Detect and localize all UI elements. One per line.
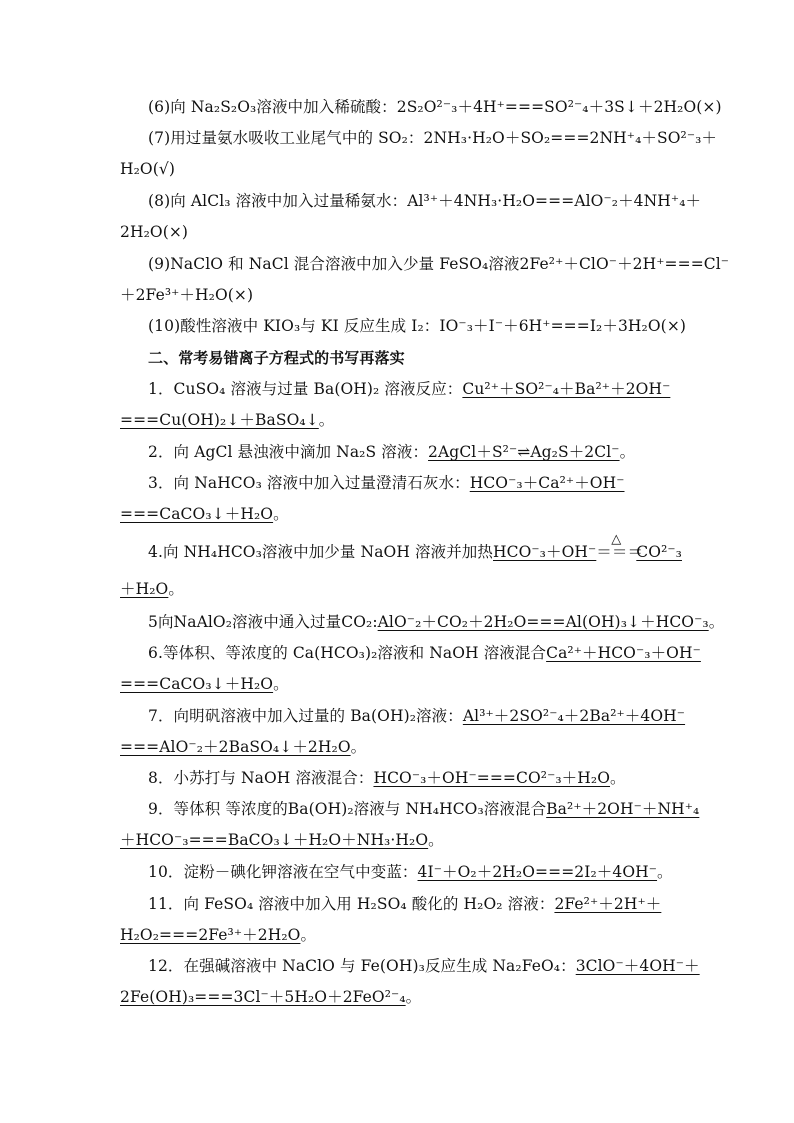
equation-9-answer-part-1: Ba²⁺＋2OH⁻＋NH⁺₄ <box>546 800 700 818</box>
equation-6-line-2 <box>120 673 680 695</box>
equation-9-question: 9．等体积 等浓度的Ba(OH)₂溶液与 NH₄HCO₃溶液混合 <box>148 800 547 818</box>
equation-12-question: 12．在强碱溶液中 NaClO 与 Fe(OH)₃反应生成 Na₂FeO₄： <box>148 957 576 975</box>
section-heading: 二、常考易错离子方程式的书写再落实 <box>148 349 405 367</box>
equation-9-end: 。 <box>428 831 444 849</box>
equation-11-end: 。 <box>300 926 317 944</box>
equation-3-end: 。 <box>273 505 289 523</box>
equation-3-line-1 <box>148 472 680 494</box>
equation-1-line-2 <box>120 409 680 431</box>
equation-3-question: 3．向 NaHCO₃ 溶液中加入过量澄清石灰水： <box>148 474 470 492</box>
equation-8 <box>148 767 680 789</box>
equation-9-line-1 <box>148 798 700 820</box>
equation-4-answer-part-1: HCO⁻₃＋OH⁻ <box>493 543 597 561</box>
equation-11-question: 11．向 FeSO₄ 溶液中加入用 H₂SO₄ 酸化的 H₂O₂ 溶液： <box>148 895 555 913</box>
equation-6-answer-part-2: ===CaCO₃↓＋H₂O <box>120 675 274 693</box>
equation-4-question: 4.向 NH₄HCO₃溶液中加少量 NaOH 溶液并加热 <box>148 543 493 561</box>
equation-3-answer-part-2: ===CaCO₃↓＋H₂O <box>120 505 274 523</box>
equation-11-answer-part-1: 2Fe²⁺＋2H⁺＋ <box>554 895 662 913</box>
equation-1-end: 。 <box>318 411 335 429</box>
equation-4-answer-part-3: ＋H₂O <box>120 580 169 598</box>
equation-1-line-1 <box>148 378 680 400</box>
equation-7-line-2 <box>120 736 680 758</box>
equation-9-answer-part-2: ＋HCO⁻₃===BaCO₃↓＋H₂O＋NH₃·H₂O <box>120 831 429 849</box>
equation-5 <box>148 611 725 633</box>
equation-1-answer-part-2: ===Cu(OH)₂↓＋BaSO₄↓ <box>120 411 319 429</box>
equation-12-line-1 <box>148 955 700 977</box>
equation-10-question: 10．淀粉－碘化钾溶液在空气中变蓝： <box>148 863 418 881</box>
item-8-line-1: (8)向 AlCl₃ 溶液中加入过量稀氨水：Al³⁺＋4NH₃·H₂O===AlO⁻₂＋4NH⁺₄＋ <box>148 192 702 210</box>
equation-4-end: 。 <box>168 580 184 598</box>
equation-10-answer: 4I⁻＋O₂＋2H₂O===2I₂＋4OH⁻ <box>417 863 658 881</box>
equation-12-answer-part-2: 2Fe(OH)₃===3Cl⁻＋5H₂O＋2FeO²⁻₄ <box>120 988 406 1006</box>
equation-10 <box>148 861 680 883</box>
equation-5-end: 。 <box>708 613 725 631</box>
equation-4-answer-part-2: CO²⁻₃ <box>636 543 682 561</box>
equation-7-end: 。 <box>350 738 367 756</box>
equation-8-answer: HCO⁻₃＋OH⁻===CO²⁻₃＋H₂O <box>373 769 611 787</box>
equation-5-question: 5向NaAlO₂溶液中通入过量CO₂: <box>148 613 378 631</box>
equation-11-line-1 <box>148 893 680 915</box>
equation-1-question: 1．CuSO₄ 溶液与过量 Ba(OH)₂ 溶液反应： <box>148 380 463 398</box>
equation-7-answer-part-1: Al³⁺＋2SO²⁻₄＋2Ba²⁺＋4OH⁻ <box>462 707 686 725</box>
equation-10-end: 。 <box>657 863 673 881</box>
equation-3-answer-part-1: HCO⁻₃＋Ca²⁺＋OH⁻ <box>469 474 625 492</box>
item-8-line-2: 2H₂O(×) <box>120 223 189 241</box>
equation-1-answer-part-1: Cu²⁺＋SO²⁻₄＋Ba²⁺＋2OH⁻ <box>462 380 671 398</box>
equation-6-answer-part-1: Ca²⁺＋HCO⁻₃＋OH⁻ <box>546 644 701 662</box>
equation-12-answer-part-1: 3ClO⁻＋4OH⁻＋ <box>575 957 700 975</box>
equation-4-arrow: ＝＝＝ <box>596 543 644 561</box>
equation-2 <box>148 441 680 463</box>
equation-4-line-2 <box>120 578 680 600</box>
item-7-line-2: H₂O(√) <box>120 160 176 178</box>
equation-12-end: 。 <box>405 988 422 1006</box>
equation-9-line-2 <box>120 829 680 851</box>
equation-5-answer: AlO⁻₂＋CO₂＋2H₂O===Al(OH)₃↓＋HCO⁻₃ <box>377 613 709 631</box>
item-10: (10)酸性溶液中 KIO₃与 KI 反应生成 I₂：IO⁻₃＋I⁻＋6H⁺===I₂＋3H₂O(×) <box>148 317 687 335</box>
equation-2-question: 2．向 AgCl 悬浊液中滴加 Na₂S 溶液： <box>148 443 429 461</box>
equation-8-question: 8．小苏打与 NaOH 溶液混合： <box>148 769 374 787</box>
equation-11-answer-part-2: H₂O₂===2Fe³⁺＋2H₂O <box>120 926 301 944</box>
equation-2-end: 。 <box>619 443 636 461</box>
item-9-line-2: ＋2Fe³⁺＋H₂O(×) <box>120 286 254 304</box>
equation-11-line-2 <box>120 924 680 946</box>
equation-3-line-2 <box>120 503 680 525</box>
equation-7-answer-part-2: ===AlO⁻₂＋2BaSO₄↓＋2H₂O <box>120 738 351 756</box>
equation-8-end: 。 <box>610 769 626 787</box>
heating-arrow <box>596 532 644 563</box>
equation-6-end: 。 <box>273 675 289 693</box>
item-6: (6)向 Na₂S₂O₃溶液中加入稀硫酸：2S₂O²⁻₃＋4H⁺===SO²⁻₄＋3S↓＋2H₂O(×) <box>148 98 722 116</box>
equation-12-line-2 <box>120 986 680 1008</box>
item-7-line-1: (7)用过量氨水吸收工业尾气中的 SO₂：2NH₃·H₂O＋SO₂===2NH⁺₄＋SO²⁻₃＋ <box>148 129 718 147</box>
equation-6-question: 6.等体积、等浓度的 Ca(HCO₃)₂溶液和 NaOH 溶液混合 <box>148 644 547 662</box>
equation-7-question: 7．向明矾溶液中加入过量的 Ba(OH)₂溶液： <box>148 707 463 725</box>
equation-2-answer: 2AgCl＋S²⁻⇌Ag₂S＋2Cl⁻ <box>428 443 620 461</box>
item-9-line-1: (9)NaClO 和 NaCl 混合溶液中加入少量 FeSO₄溶液2Fe²⁺＋ClO⁻＋2H⁺===Cl⁻ <box>148 255 730 273</box>
equation-6-line-1 <box>148 642 701 664</box>
equation-4-line-1 <box>148 532 682 563</box>
heat-condition-symbol: △ <box>611 532 622 547</box>
equation-7-line-1 <box>148 705 686 727</box>
